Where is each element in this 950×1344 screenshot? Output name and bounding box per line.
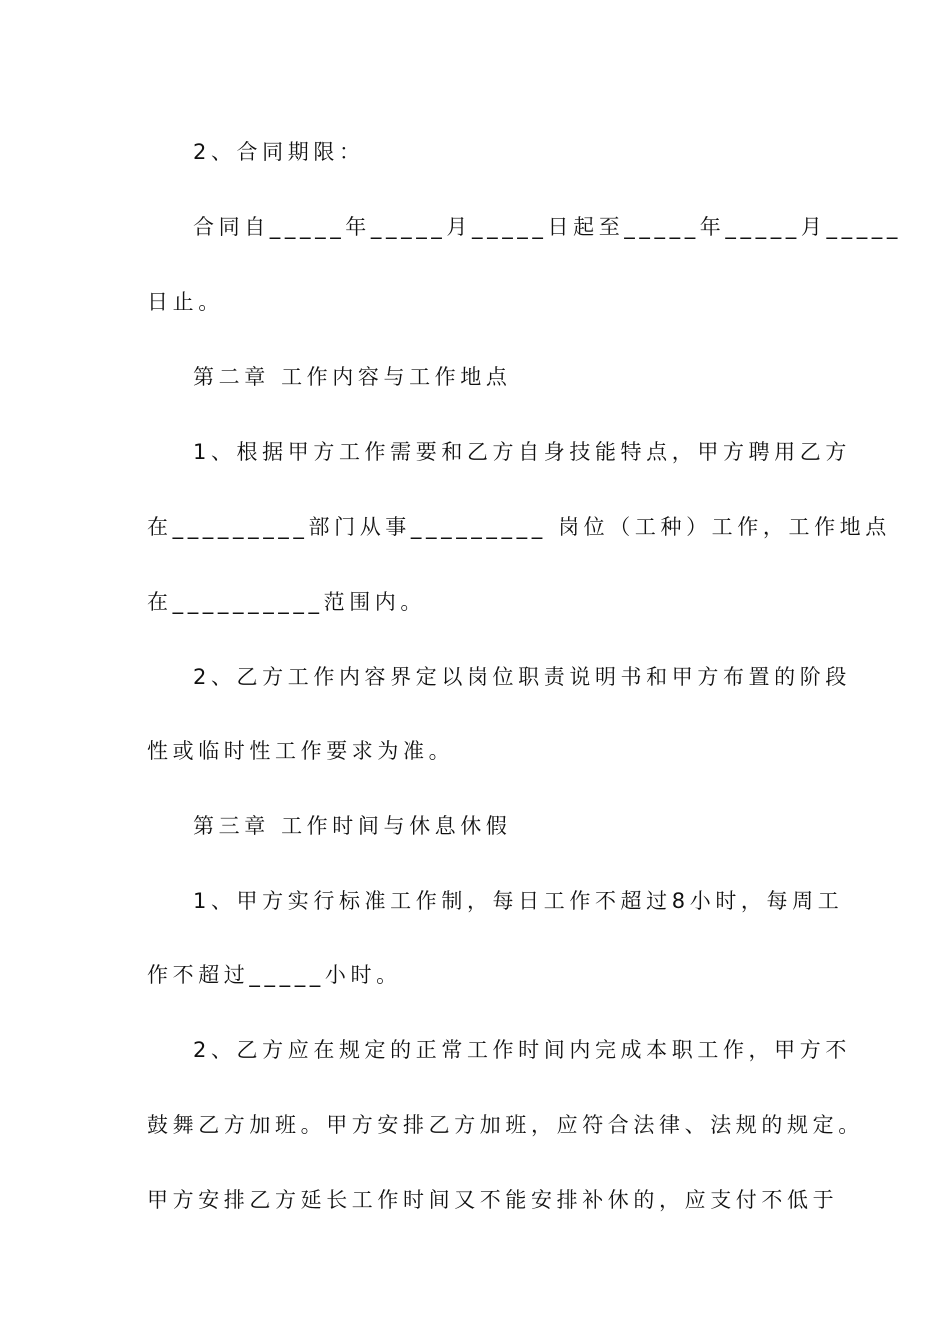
chapter-2-clause-2: 2、乙方工作内容界定以岗位职责说明书和甲方布置的阶段: [193, 665, 851, 689]
chapter-2-heading: 第二章 工作内容与工作地点: [193, 365, 512, 389]
chapter-3-heading: 第三章 工作时间与休息休假: [193, 814, 512, 838]
contract-term-dates-end: 日止。: [147, 290, 224, 314]
chapter-3-clause-2-cont-2: 甲方安排乙方延长工作时间又不能安排补休的，应支付不低于: [147, 1188, 839, 1212]
chapter-2-clause-1-end: 在__________范围内。: [147, 590, 426, 614]
chapter-3-clause-2-cont: 鼓舞乙方加班。甲方安排乙方加班，应符合法律、法规的规定。: [147, 1113, 864, 1137]
chapter-2-clause-1-cont: 在_________部门从事_________ 岗位（工种）工作，工作地点: [147, 515, 891, 539]
chapter-2-clause-2-end: 性或临时性工作要求为准。: [147, 739, 455, 763]
contract-term-dates: 合同自_____年_____月_____日起至_____年_____月_____: [193, 215, 902, 239]
chapter-3-clause-1-end: 作不超过_____小时。: [147, 963, 402, 987]
chapter-2-clause-1: 1、根据甲方工作需要和乙方自身技能特点，甲方聘用乙方: [193, 440, 851, 464]
clause-contract-term-heading: 2、合同期限：: [193, 140, 365, 164]
chapter-3-clause-2: 2、乙方应在规定的正常工作时间内完成本职工作，甲方不: [193, 1038, 851, 1062]
chapter-3-clause-1: 1、甲方实行标准工作制，每日工作不超过8小时，每周工: [193, 889, 844, 913]
